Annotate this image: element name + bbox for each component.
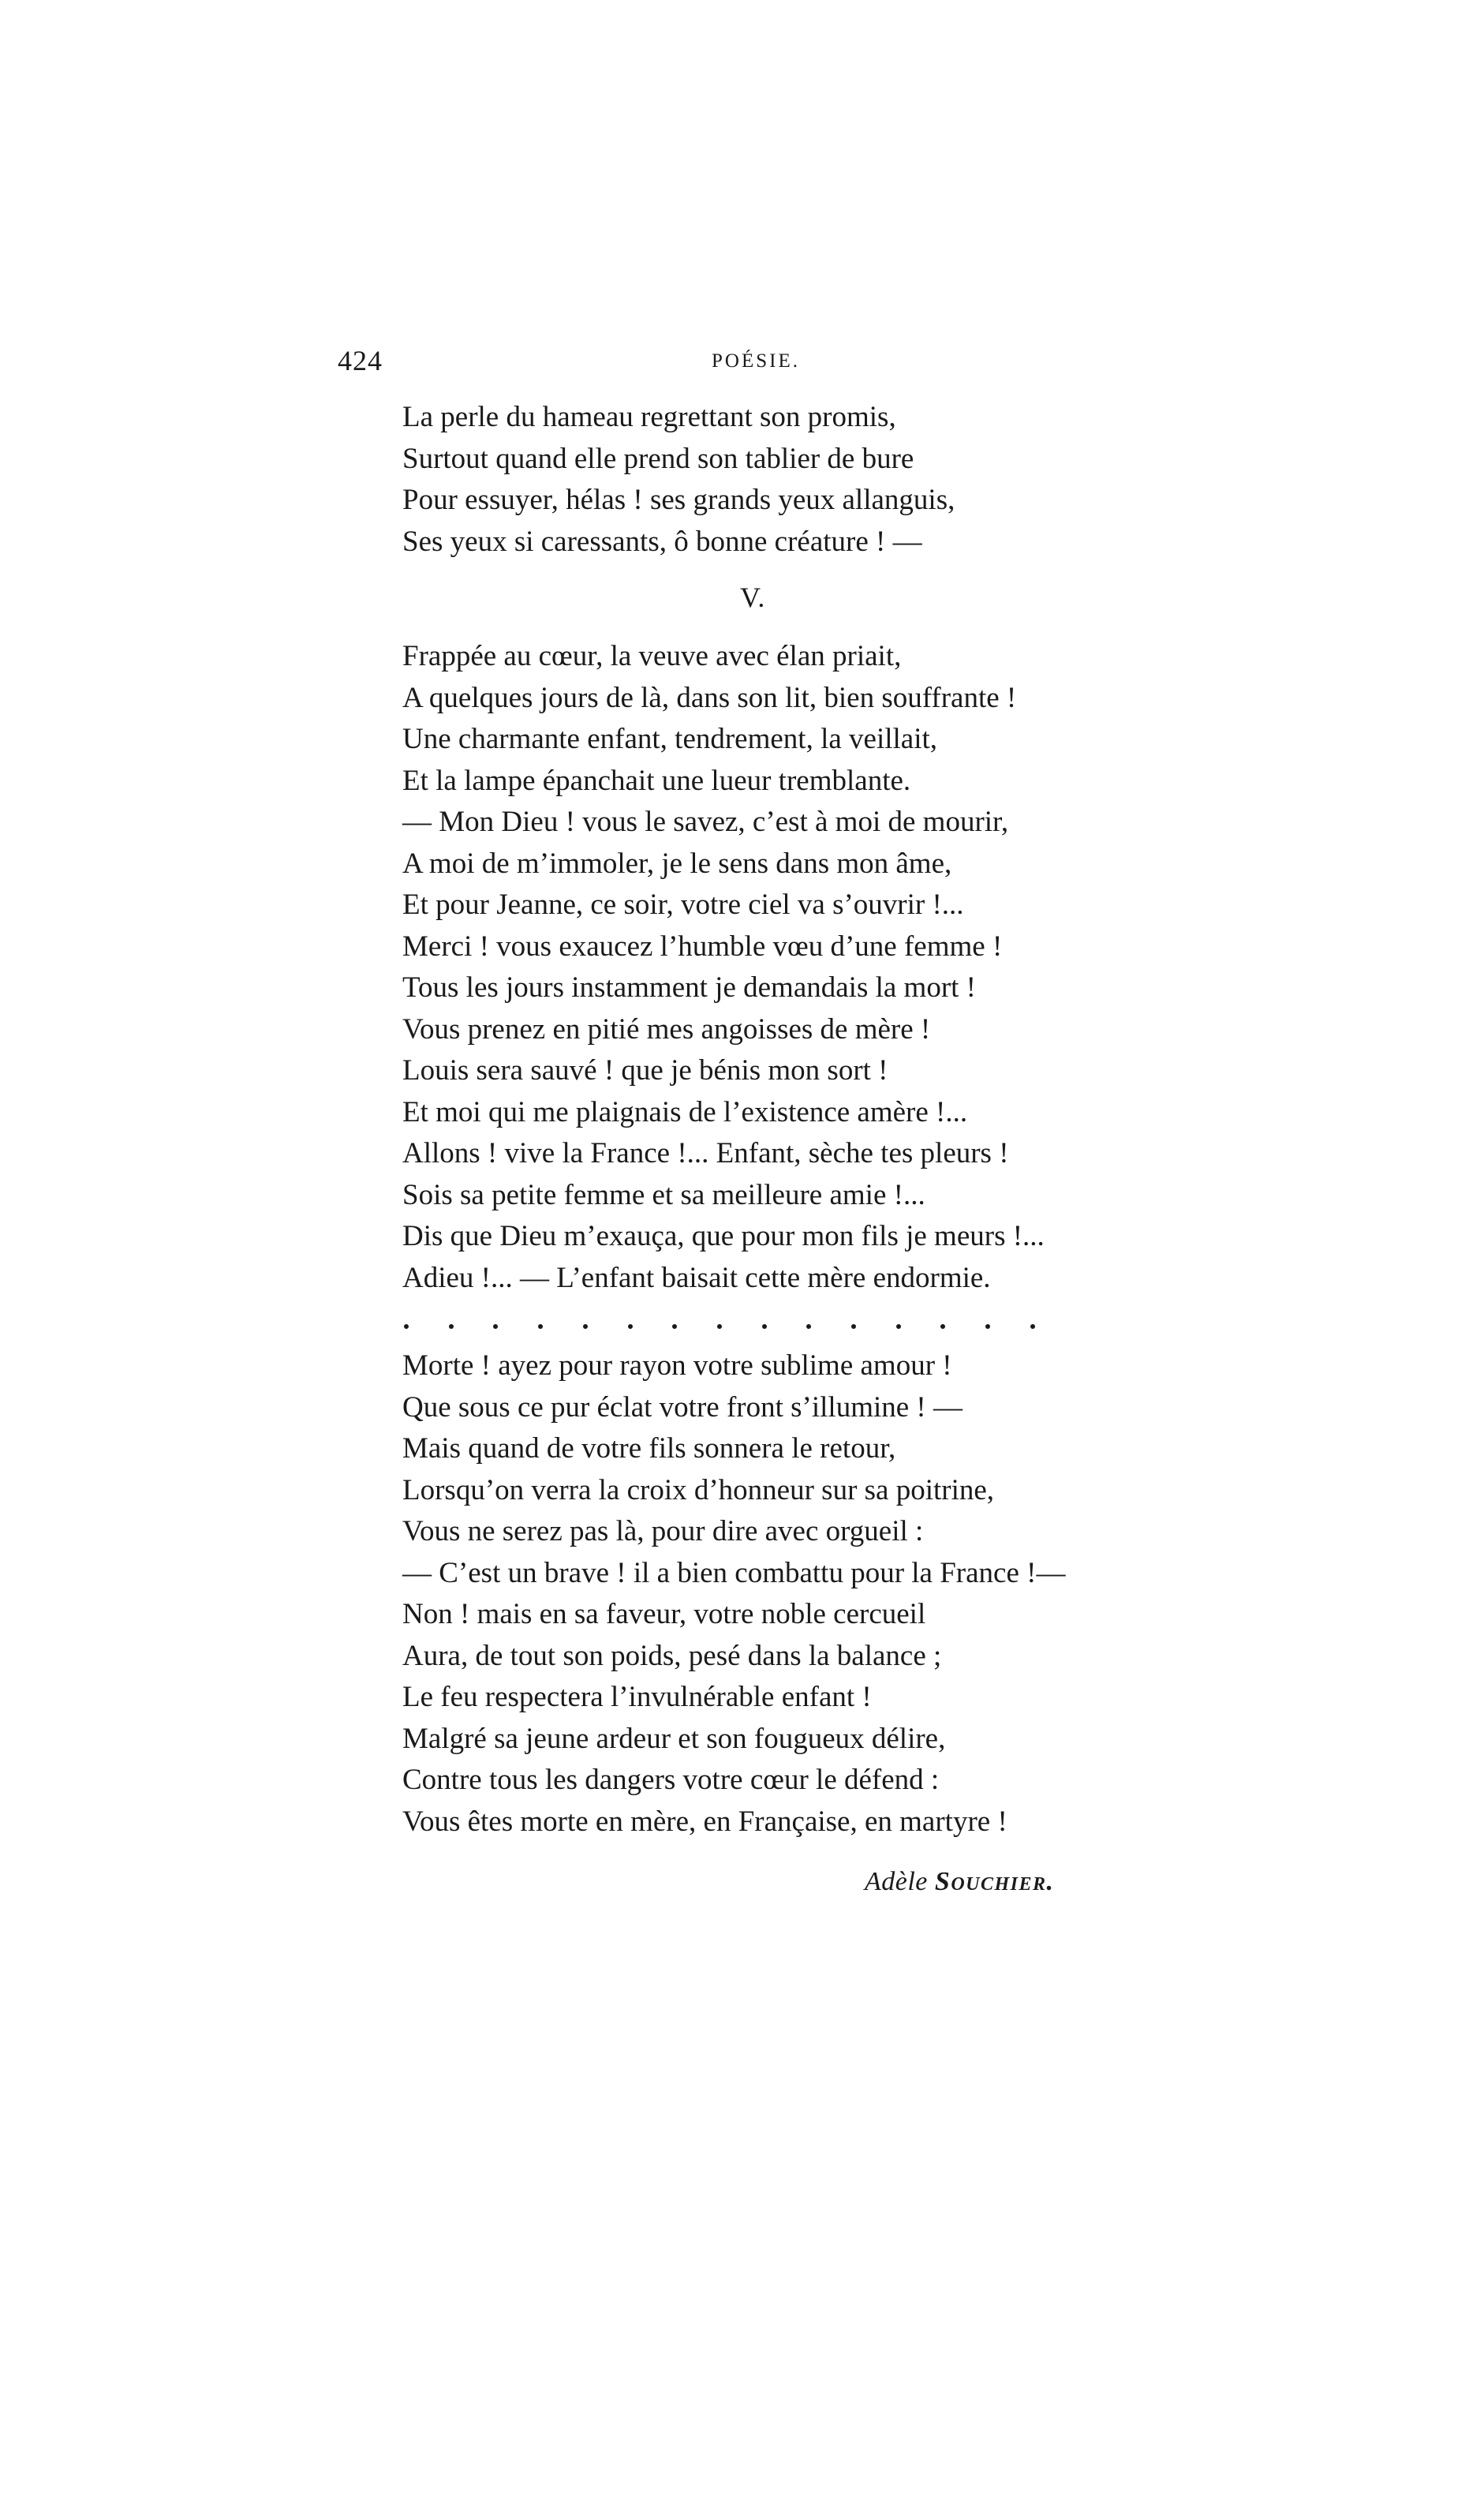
verse-line: Tous les jours instamment je demandais la mort ! <box>402 971 976 1004</box>
separator-dot <box>449 1324 454 1329</box>
verse-line: Dis que Dieu m’exauça, que pour mon fils je meurs !... <box>402 1220 1045 1252</box>
verse-line: Que sous ce pur éclat votre front s’illumine ! — <box>402 1390 963 1424</box>
separator-dot <box>985 1324 990 1329</box>
verse-line: Mais quand de votre fils sonnera le retour, <box>402 1432 896 1465</box>
stanza-2 <box>402 636 1191 1299</box>
verse-line: Vous êtes morte en mère, en Française, en martyre ! <box>402 1805 1007 1838</box>
separator-dot <box>672 1324 677 1329</box>
verse-line: Allons ! vive la France !... Enfant, sèche tes pleurs ! <box>402 1137 1009 1169</box>
verse-line: Contre tous les dangers votre cœur le défend : <box>402 1764 940 1796</box>
verse-line: Surtout quand elle prend son tablier de bure <box>402 442 914 475</box>
separator-dot <box>583 1324 588 1329</box>
stanza-3 <box>402 1345 1191 1843</box>
separator-dot <box>806 1324 811 1329</box>
verse-line: Pour essuyer, hélas ! ses grands yeux allanguis, <box>402 484 955 516</box>
page-number: 424 <box>338 345 383 376</box>
verse-line: Vous ne serez pas là, pour dire avec orgueil : <box>402 1515 924 1547</box>
verse-line: Non ! mais en sa faveur, votre noble cercueil <box>402 1598 926 1630</box>
verse-line: La perle du hameau regrettant son promis, <box>402 401 896 433</box>
author-first-name: Adèle <box>865 1867 928 1896</box>
verse-line: Morte ! ayez pour rayon votre sublime amour ! <box>402 1349 952 1382</box>
separator-dot <box>1030 1324 1035 1329</box>
verse-line: Lorsqu’on verra la croix d’honneur sur sa poitrine, <box>402 1473 995 1506</box>
verse-line: Ses yeux si caressants, ô bonne créature ! — <box>402 525 922 558</box>
verse-line: — C’est un brave ! il a bien combattu pour la France !— <box>402 1556 1066 1589</box>
ellipsis-separator <box>404 1311 1035 1340</box>
verse-line: Le feu respectera l’invulnérable enfant ! <box>402 1681 872 1713</box>
verse-line: Et moi qui me plaignais de l’existence amère !... <box>402 1095 968 1128</box>
verse-line: Frappée au cœur, la veuve avec élan priait, <box>402 640 902 672</box>
separator-dot <box>717 1324 722 1329</box>
separator-dot <box>493 1324 498 1329</box>
separator-dot <box>628 1324 633 1329</box>
separator-dot <box>851 1324 856 1329</box>
author-last-name: Souchier. <box>934 1867 1055 1896</box>
verse-line: Merci ! vous exaucez l’humble vœu d’une femme ! <box>402 930 1003 963</box>
verse-line: Adieu !... — L’enfant baisait cette mère endormie. <box>402 1261 991 1294</box>
verse-line: Et pour Jeanne, ce soir, votre ciel va s’ouvrir !... <box>402 889 964 921</box>
separator-dot <box>762 1324 767 1329</box>
verse-line: — Mon Dieu ! vous le savez, c’est à moi de mourir, <box>402 806 1009 838</box>
verse-line: A quelques jours de là, dans son lit, bien souffrante ! <box>402 681 1017 714</box>
section-number: V. <box>740 582 766 613</box>
stanza-1 <box>402 397 1191 563</box>
verse-line: Une charmante enfant, tendrement, la veillait, <box>402 723 938 755</box>
verse-line: Aura, de tout son poids, pesé dans la balance ; <box>402 1639 942 1672</box>
page-header <box>338 344 1127 388</box>
verse-line: Louis sera sauvé ! que je bénis mon sort ! <box>402 1054 888 1087</box>
running-head: POÉSIE. <box>712 350 800 372</box>
author-signature <box>865 1867 1055 1897</box>
separator-dot <box>538 1324 543 1329</box>
verse-line: A moi de m’immoler, je le sens dans mon âme, <box>402 847 952 880</box>
verse-line: Malgré sa jeune ardeur et son fougueux délire, <box>402 1722 946 1755</box>
verse-line: Et la lampe épanchait une lueur tremblante. <box>402 764 911 797</box>
verse-line: Sois sa petite femme et sa meilleure amie !... <box>402 1178 925 1211</box>
separator-dot <box>940 1324 945 1329</box>
separator-dot <box>896 1324 901 1329</box>
verse-line: Vous prenez en pitié mes angoisses de mère ! <box>402 1012 931 1046</box>
separator-dot <box>404 1324 409 1329</box>
